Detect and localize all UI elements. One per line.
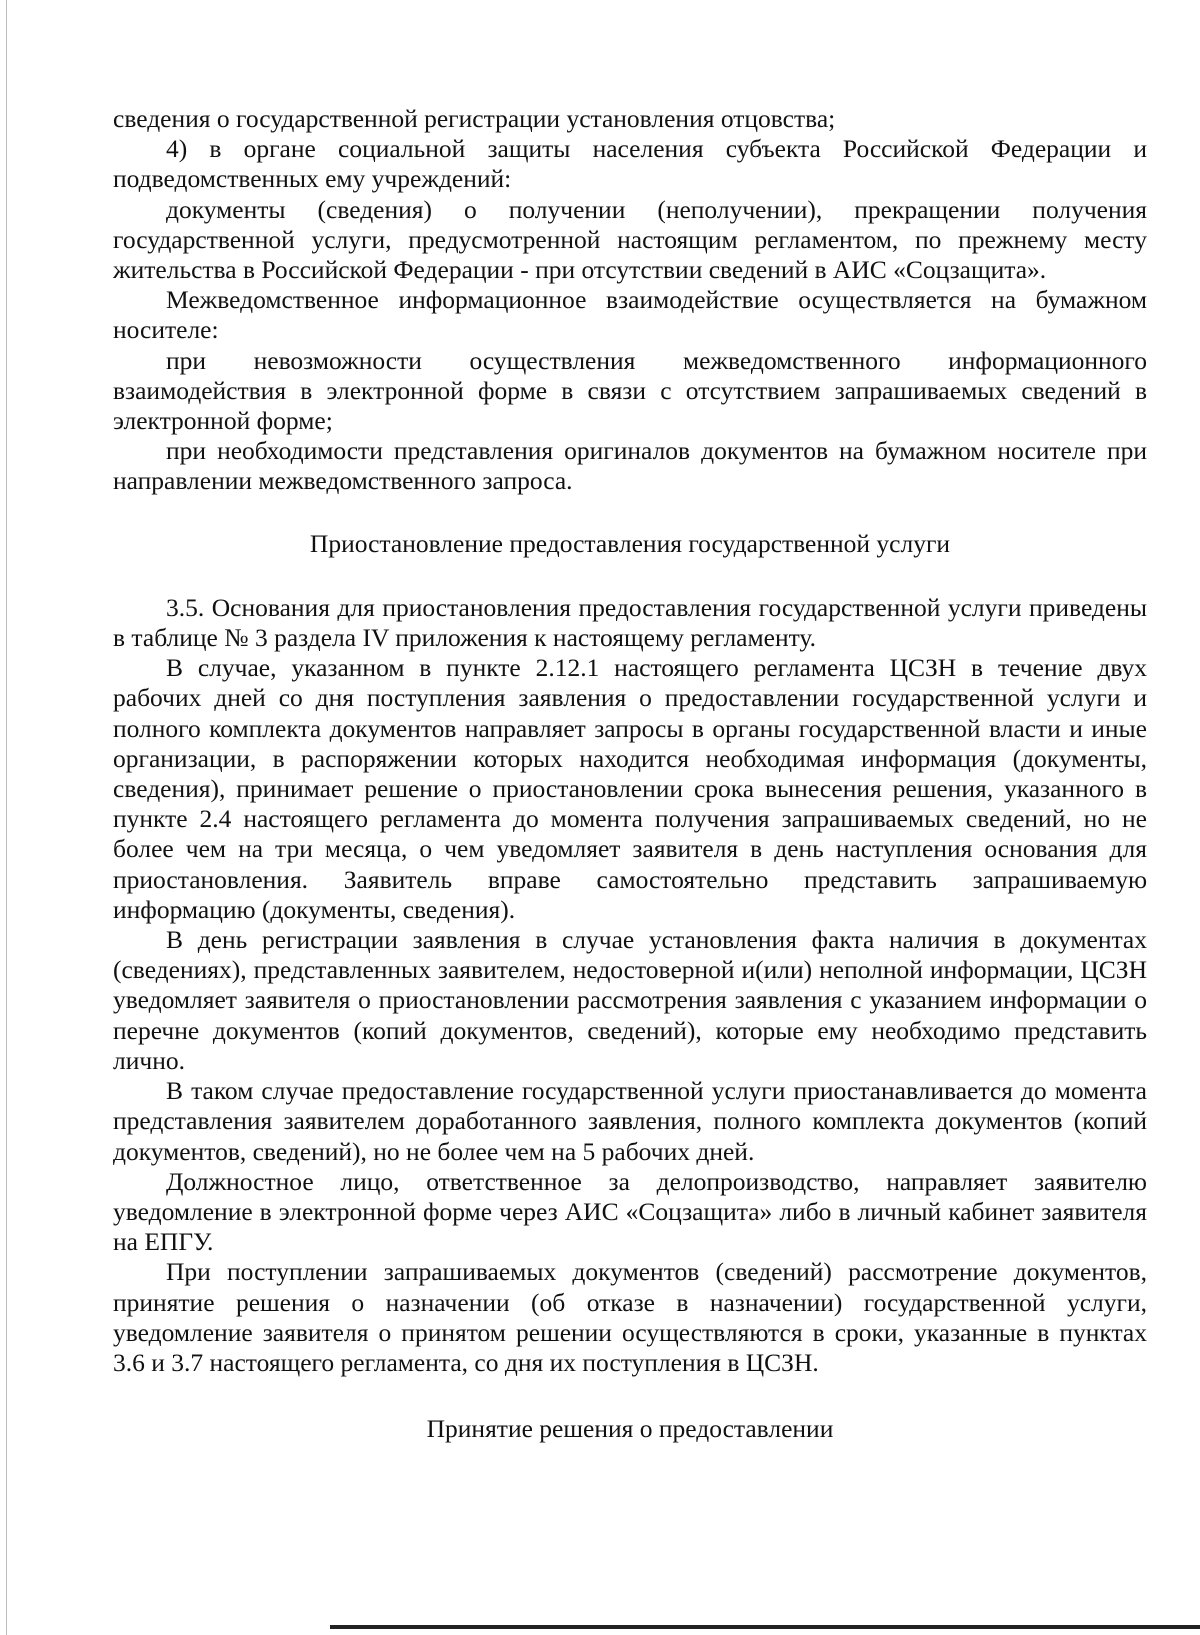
paragraph: В случае, указанном в пункте 2.12.1 настоящего регламента ЦСЗН в течение двух рабочих дней со дня поступления заявления о предоставлении государственной услуги и полного комплекта документов направляет запросы в органы государственной власти и иные организации, в распоряжении которых находится необходимая информация (документы, сведения), принимает решение о приостановлении срока вынесения решения, указанного в пункте 2.4 настоящего регламента до момента получения запрашиваемых сведений, но не более чем на три месяца, о чем уведомляет заявителя в день наступления основания для приостановления. Заявитель вправе самостоятельно представить запрашиваемую информацию (документы, сведения). — [113, 653, 1147, 924]
section-heading: Принятие решения о предоставлении — [426, 1414, 834, 1444]
paragraph: при невозможности осуществления межведомственного информационного взаимодействия в электронной форме в связи с отсутствием запрашиваемых сведений в электронной форме; — [113, 345, 1147, 436]
paragraph: при необходимости представления оригиналов документов на бумажном носителе при направлении межведомственного запроса. — [113, 436, 1147, 496]
paragraph: сведения о государственной регистрации установления отцовства; — [113, 104, 836, 133]
paragraph: При поступлении запрашиваемых документов (сведений) рассмотрение документов, принятие решения о назначении (об отказе в назначении) государственной услуги, уведомление заявителя о принятом решении осуществляются в сроки, указанные в пунктах 3.6 и 3.7 настоящего регламента, со дня их поступления в ЦСЗН. — [113, 1257, 1147, 1377]
scan-edge — [330, 1625, 1200, 1629]
paragraph: 4) в органе социальной защиты населения субъекта Российской Федерации и подведомственных ему учреждений: — [113, 134, 1147, 194]
paragraph: Межведомственное информационное взаимодействие осуществляется на бумажном носителе: — [113, 285, 1147, 345]
paragraph: В день регистрации заявления в случае установления факта наличия в документах (сведениях), представленных заявителем, недостоверной и(или) неполной информации, ЦСЗН уведомляет заявителя о приостановлении рассмотрения заявления с указанием информации о перечне документов (копий документов, сведений), которые ему необходимо представить лично. — [113, 925, 1147, 1075]
section-heading: Приостановление предоставления государственной услуги — [309, 528, 951, 558]
scan-edge — [6, 0, 7, 1635]
paragraph: документы (сведения) о получении (неполучении), прекращении получения государственной услуги, предусмотренной настоящим регламентом, по прежнему месту жительства в Российской Федерации - при отсутствии сведений в АИС «Соцзащита». — [113, 194, 1147, 285]
paragraph: Должностное лицо, ответственное за делопроизводство, направляет заявителю уведомление в электронной форме через АИС «Соцзащита» либо в личный кабинет заявителя на ЕПГУ. — [113, 1166, 1147, 1257]
paragraph: В таком случае предоставление государственной услуги приостанавливается до момента представления заявителем доработанного заявления, полного комплекта документов (копий документов, сведений), но не более чем на 5 рабочих дней. — [113, 1076, 1147, 1166]
paragraph: 3.5. Основания для приостановления предоставления государственной услуги приведены в таблице № 3 раздела IV приложения к настоящему регламенту. — [113, 592, 1147, 653]
document-body — [113, 104, 1147, 1444]
